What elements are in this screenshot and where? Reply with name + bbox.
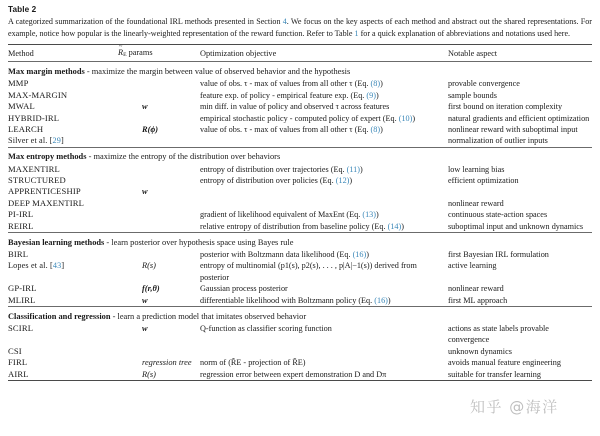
- param-symbol: R(ϕ): [142, 124, 159, 134]
- method-name: MAX-MARGIN: [8, 89, 68, 100]
- section-description: - maximize the entropy of the distribution over behaviors: [86, 152, 281, 162]
- objective-text: value of obs. τ - max of values from all other τ (Eq.: [200, 79, 371, 89]
- cell-objective: [198, 135, 446, 147]
- method-citation-tail: ]: [61, 261, 65, 271]
- cell-method: [8, 283, 116, 294]
- table-row: [8, 323, 592, 346]
- irl-methods-table: [8, 44, 592, 381]
- table-row: [8, 124, 592, 135]
- equation-ref[interactable]: (16): [374, 295, 388, 305]
- table-caption: [0, 14, 600, 39]
- objective-tail: ): [375, 90, 379, 100]
- objective-tail: ): [380, 79, 383, 89]
- objective-tail: ): [401, 221, 404, 231]
- cell-notable: actions as state labels provable convergence: [448, 323, 549, 345]
- cell-method: [8, 101, 116, 112]
- equation-ref[interactable]: (16): [352, 250, 367, 260]
- cell-notable: [446, 186, 592, 197]
- cell-objective: [198, 90, 446, 101]
- table-row: [8, 113, 592, 124]
- objective-text: Q-function as classifier scoring function: [200, 323, 332, 333]
- equation-ref[interactable]: (10): [398, 113, 413, 123]
- cell-params: [116, 186, 198, 197]
- watermark: 知乎 @海洋: [470, 398, 559, 416]
- equation-ref[interactable]: (8): [370, 124, 381, 134]
- equation-ref[interactable]: (12): [335, 176, 350, 186]
- param-symbol: w: [142, 102, 148, 112]
- cell-method: [8, 260, 116, 283]
- cell-objective: [198, 209, 446, 220]
- table-row: [8, 260, 592, 283]
- objective-text: regression error between expert demonstration D and Dπ: [200, 369, 387, 379]
- cell-method: [8, 78, 116, 89]
- column-header-notable: Notable aspect: [446, 45, 592, 62]
- cell-notable: suboptimal input and unknown dynamics: [448, 221, 584, 231]
- method-name: APPRENTICESHIP: [8, 186, 81, 197]
- cell-objective: [198, 357, 446, 368]
- caption-part-3: for a quick explanation of abbreviations and notations used here.: [358, 28, 571, 38]
- table-row: [8, 164, 592, 175]
- cell-params: [116, 90, 198, 101]
- caption-part-1: A categorized summarization of the foundational IRL methods presented in Section: [8, 17, 283, 26]
- objective-text: empirical stochastic policy - computed policy of expert (Eq.: [200, 113, 399, 123]
- section-header-cell: [8, 62, 592, 78]
- section-description: - learn a prediction model that imitates observed behavior: [110, 311, 307, 321]
- param-symbol: f(r,θ): [142, 284, 160, 294]
- cell-objective: [198, 113, 446, 124]
- section-header-cell: [8, 147, 592, 163]
- table-row: [8, 283, 592, 294]
- cell-objective: [198, 283, 446, 294]
- cell-params: [116, 175, 198, 186]
- cell-notable: first Bayesian IRL formulation: [448, 250, 549, 260]
- table-row: [8, 346, 592, 357]
- cell-objective: [198, 78, 446, 89]
- cell-notable: sample bounds: [448, 90, 497, 100]
- objective-text: relative entropy of distribution from baseline policy (Eq.: [200, 221, 388, 231]
- section-header-row: [8, 62, 592, 78]
- header-row: [8, 45, 592, 62]
- equation-ref[interactable]: (9): [366, 90, 376, 100]
- cell-notable: unknown dynamics: [448, 346, 512, 356]
- section-description: - maximize the margin between value of observed behavior and the hypothesis: [84, 66, 351, 76]
- objective-tail: ): [375, 210, 379, 220]
- cell-notable: nonlinear reward: [448, 198, 504, 208]
- param-symbol: w: [142, 323, 148, 333]
- table-head: [8, 45, 592, 62]
- method-name: MAXENTIRL: [8, 163, 60, 174]
- cell-notable: low learning bias: [448, 164, 505, 174]
- cell-params: R(s): [142, 261, 156, 271]
- objective-tail: ): [366, 250, 369, 260]
- cell-method: [8, 90, 116, 101]
- cell-objective: [198, 323, 446, 346]
- cell-method: [8, 221, 116, 233]
- cell-notable: avoids manual feature engineering: [448, 358, 561, 368]
- method-citation-tail: ]: [61, 136, 64, 146]
- method-name: MLIRL: [8, 294, 36, 305]
- r-tilde-symbol: ~ R: [118, 43, 124, 58]
- section-title: Max margin methods: [8, 66, 85, 76]
- section-title: Bayesian learning methods: [8, 237, 105, 247]
- objective-tail: ): [412, 113, 416, 123]
- cell-params: [116, 164, 198, 175]
- cell-notable: continuous state-action spaces: [448, 210, 548, 220]
- section-header-row: [8, 307, 592, 323]
- method-name: REIRL: [8, 220, 34, 231]
- table-bottom-rule: [8, 380, 592, 381]
- cell-objective: [198, 164, 446, 175]
- cell-objective: [198, 260, 446, 283]
- table-row: [8, 249, 592, 260]
- equation-ref[interactable]: (14): [387, 221, 402, 231]
- cell-notable: provable convergence: [448, 79, 520, 89]
- table-row: [8, 101, 592, 112]
- cell-objective: [198, 369, 446, 381]
- objective-text: differentiable likelihood with Boltzmann policy (Eq.: [200, 295, 375, 305]
- objective-text: Gaussian process posterior: [200, 284, 288, 294]
- cell-params: [116, 135, 198, 147]
- method-citation-ref[interactable]: 29: [52, 136, 62, 146]
- objective-text: posterior with Boltzmann data likelihood (Eq.: [200, 250, 353, 260]
- equation-ref[interactable]: (8): [370, 79, 381, 89]
- cell-params: [116, 249, 198, 260]
- method-name: CSI: [8, 345, 22, 356]
- cell-params: R(s): [142, 369, 156, 379]
- method-name: Silver et al. [: [8, 136, 53, 146]
- cell-params: [116, 323, 198, 346]
- method-name: FIRL: [8, 357, 28, 368]
- cell-notable: active learning: [448, 261, 497, 271]
- cell-objective: [198, 186, 446, 197]
- method-name: MWAL: [8, 101, 35, 112]
- section-title: Max entropy methods: [8, 152, 87, 162]
- method-name: Lopes et al. [: [8, 261, 53, 271]
- cell-method: [8, 175, 116, 186]
- objective-tail: ): [360, 164, 363, 174]
- equation-ref[interactable]: (13): [362, 210, 376, 220]
- objective-tail: ): [387, 295, 391, 305]
- section-header-row: [8, 233, 592, 249]
- cell-method: [8, 164, 116, 175]
- cell-method: [8, 369, 116, 381]
- objective-text: entropy of multinomial (p1(s), p2(s), . . . , p|A|−1(s)) derived from posterior: [200, 261, 417, 282]
- method-name: STRUCTURED: [8, 175, 66, 186]
- cell-notable: normalization of outlier inputs: [448, 136, 548, 146]
- bottom-rule-cell: [8, 380, 592, 381]
- objective-tail: ): [380, 124, 383, 134]
- column-header-method: Method: [8, 45, 116, 62]
- table-row: [8, 209, 592, 220]
- cell-objective: [198, 221, 446, 233]
- objective-text: feature exp. of policy - empirical feature exp. (Eq.: [200, 90, 367, 100]
- cell-params: [116, 346, 198, 357]
- cell-method: [8, 135, 116, 147]
- table-row: [8, 369, 592, 381]
- table-row: [8, 78, 592, 89]
- cell-params: [116, 198, 198, 209]
- objective-text: norm of (R̃E - projection of R̃E): [200, 358, 306, 368]
- objective-text: min diff. in value of policy and observed τ across features: [200, 102, 390, 112]
- method-name: DEEP MAXENTIRL: [8, 197, 85, 208]
- method-name: LEARCH: [8, 123, 44, 134]
- cell-params: [116, 221, 198, 233]
- cell-objective: [198, 101, 446, 112]
- caption-table-ref[interactable]: 1: [354, 28, 359, 38]
- cell-notable: suitable for transfer learning: [448, 369, 541, 379]
- column-header-objective: Optimization objective: [198, 45, 446, 62]
- cell-method: [8, 357, 116, 368]
- cell-objective: [198, 295, 446, 307]
- method-name: PI-IRL: [8, 209, 34, 220]
- table-row: [8, 221, 592, 233]
- equation-ref[interactable]: (11): [346, 164, 360, 174]
- objective-text: entropy of distribution over policies (Eq.: [200, 176, 336, 186]
- cell-method: [8, 323, 116, 346]
- cell-params: [116, 113, 198, 124]
- column-header-params: ~ $R_E$ params: [116, 45, 198, 62]
- section-header-cell: [8, 233, 592, 249]
- section-title: Classification and regression: [8, 311, 111, 321]
- table-row: [8, 175, 592, 186]
- cell-params: [116, 124, 198, 135]
- param-symbol: w: [142, 187, 148, 197]
- method-citation-ref[interactable]: 43: [52, 261, 62, 271]
- cell-method: [8, 209, 116, 220]
- cell-method: [8, 346, 116, 357]
- cell-notable: natural gradients and efficient optimization: [448, 113, 590, 123]
- cell-objective: [198, 249, 446, 260]
- param-symbol: w: [142, 295, 148, 305]
- cell-method: [8, 249, 116, 260]
- objective-text: gradient of likelihood equivalent of MaxEnt (Eq.: [200, 210, 363, 220]
- cell-method: [8, 295, 116, 307]
- cell-params: [116, 295, 198, 307]
- cell-notable: nonlinear reward with suboptimal input: [448, 124, 578, 134]
- cell-params: [116, 209, 198, 220]
- cell-objective: [198, 346, 446, 357]
- table-label: Table 2: [8, 5, 37, 14]
- caption-section-ref[interactable]: 4: [282, 17, 287, 26]
- section-description: - learn posterior over hypothesis space using Bayes rule: [104, 237, 294, 247]
- table-row: [8, 90, 592, 101]
- method-name: MMP: [8, 78, 29, 89]
- cell-notable: first bound on iteration complexity: [448, 102, 563, 112]
- objective-text: entropy of distribution over trajectories (Eq.: [200, 164, 347, 174]
- cell-objective: [198, 198, 446, 209]
- table-row: [8, 357, 592, 368]
- cell-method: [8, 113, 116, 124]
- method-name: AIRL: [8, 368, 29, 379]
- table-row: [8, 135, 592, 147]
- objective-tail: ): [349, 176, 353, 186]
- cell-params: regression tree: [142, 358, 192, 368]
- method-name: GP-IRL: [8, 283, 37, 294]
- cell-notable: first ML approach: [448, 295, 508, 305]
- cell-method: [8, 198, 116, 209]
- method-name: SCIRL: [8, 322, 34, 333]
- cell-params: [116, 101, 198, 112]
- cell-params: [116, 78, 198, 89]
- objective-text: value of obs. τ - max of values from all other τ (Eq.: [200, 124, 371, 134]
- table-row: [8, 186, 592, 197]
- cell-notable: nonlinear reward: [448, 284, 504, 294]
- cell-method: [8, 186, 116, 197]
- section-header-row: [8, 147, 592, 163]
- cell-objective: [198, 124, 446, 135]
- caption-part-2: . We focus on the key aspects of each method and abstract out the shared representations. For example, notice how popular is the linearly-weighted representation of the reward function. Refer to Table: [8, 17, 593, 38]
- cell-objective: [198, 175, 446, 186]
- method-name: HYBRID-IRL: [8, 112, 60, 123]
- table-row: [8, 198, 592, 209]
- cell-notable: efficient optimization: [448, 176, 519, 186]
- cell-method: [8, 124, 116, 135]
- table-row: [8, 295, 592, 307]
- section-header-cell: [8, 307, 592, 323]
- method-name: BIRL: [8, 249, 29, 260]
- table-body: [8, 62, 592, 381]
- cell-params: [116, 283, 198, 294]
